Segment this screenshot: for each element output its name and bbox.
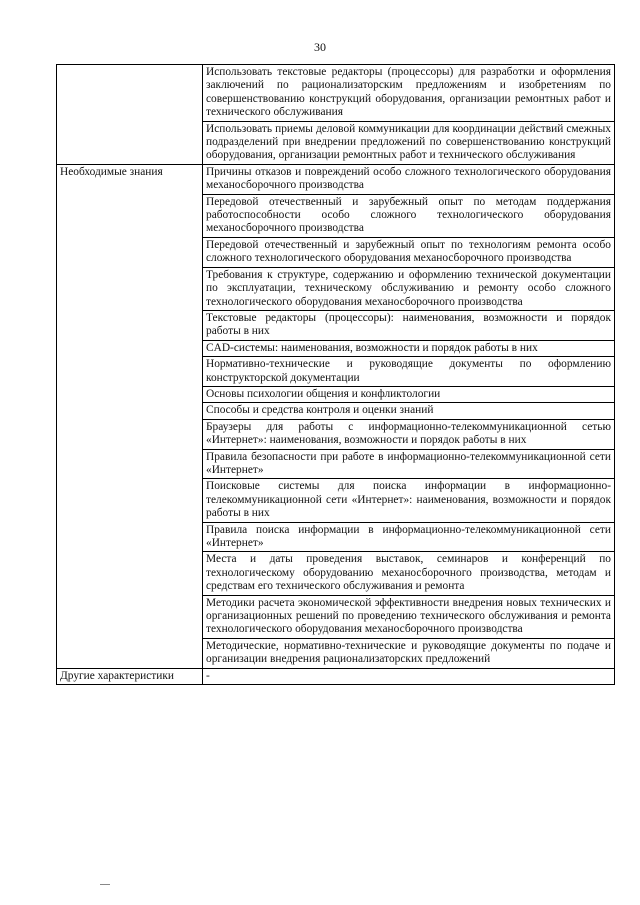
knowledge-text: Браузеры для работы с информационно-телекоммуникационной сетью «Интернет»: наименования, возможности и порядок работы в них bbox=[203, 419, 615, 449]
knowledge-text: Правила поиска информации в информационно-телекоммуникационной сети «Интернет» bbox=[203, 522, 615, 552]
knowledge-text: Текстовые редакторы (процессоры): наименования, возможности и порядок работы в них bbox=[203, 310, 615, 340]
skill-text: Использовать приемы деловой коммуникации для координации действий смежных подразделений при внедрении предложений по совершенствованию конструкций оборудования, организации ремонтных работ и технического обслуживания bbox=[203, 121, 615, 164]
knowledge-requirements-table bbox=[56, 64, 615, 685]
other-characteristics-value: - bbox=[203, 668, 615, 684]
required-knowledge-label: Необходимые знания bbox=[57, 164, 203, 668]
knowledge-text: Способы и средства контроля и оценки знаний bbox=[203, 403, 615, 419]
knowledge-text: CAD-системы: наименования, возможности и порядок работы в них bbox=[203, 340, 615, 356]
scan-mark bbox=[100, 884, 110, 885]
knowledge-text: Методические, нормативно-технические и руководящие документы по подаче и организации внедрения рационализаторских предложений bbox=[203, 638, 615, 668]
skill-text: Использовать текстовые редакторы (процессоры) для разработки и оформления заключений по рационализаторским предложениям и изобретениям по совершенствованию конструкций оборудования, организации ремонтных работ и технического обслуживания bbox=[203, 65, 615, 122]
table-row bbox=[57, 164, 615, 194]
knowledge-text: Места и даты проведения выставок, семинаров и конференций по технологическому оборудованию механосборочного производства, методам и средствам его технического обслуживания и ремонта bbox=[203, 552, 615, 595]
knowledge-text: Требования к структуре, содержанию и оформлению технической документации по эксплуатации, техническому обслуживанию и ремонту особо сложного технологического оборудования механосборочного производства bbox=[203, 267, 615, 310]
knowledge-text: Нормативно-технические и руководящие документы по оформлению конструкторской документации bbox=[203, 357, 615, 387]
knowledge-text: Передовой отечественный и зарубежный опыт по технологиям ремонта особо сложного технологического оборудования механосборочного производства bbox=[203, 237, 615, 267]
knowledge-text: Основы психологии общения и конфликтологии bbox=[203, 386, 615, 402]
knowledge-text: Поисковые системы для поиска информации в информационно-телекоммуникационной сети «Интернет»: наименования, возможности и порядок работы в них bbox=[203, 479, 615, 522]
table-row bbox=[57, 65, 615, 122]
knowledge-text: Передовой отечественный и зарубежный опыт по методам поддержания работоспособности особо сложного технологического оборудования механосборочного производства bbox=[203, 194, 615, 237]
knowledge-text: Методики расчета экономической эффективности внедрения новых технических и организационных решений по проведению технического обслуживания и ремонта технологического оборудования механосборочного производства bbox=[203, 595, 615, 638]
page-number: 30 bbox=[314, 40, 326, 54]
row-label-empty bbox=[57, 65, 203, 165]
table-row bbox=[57, 668, 615, 684]
knowledge-text: Правила безопасности при работе в информационно-телекоммуникационной сети «Интернет» bbox=[203, 449, 615, 479]
other-characteristics-label: Другие характеристики bbox=[57, 668, 203, 684]
knowledge-text: Причины отказов и повреждений особо сложного технологического оборудования механосборочного производства bbox=[203, 164, 615, 194]
